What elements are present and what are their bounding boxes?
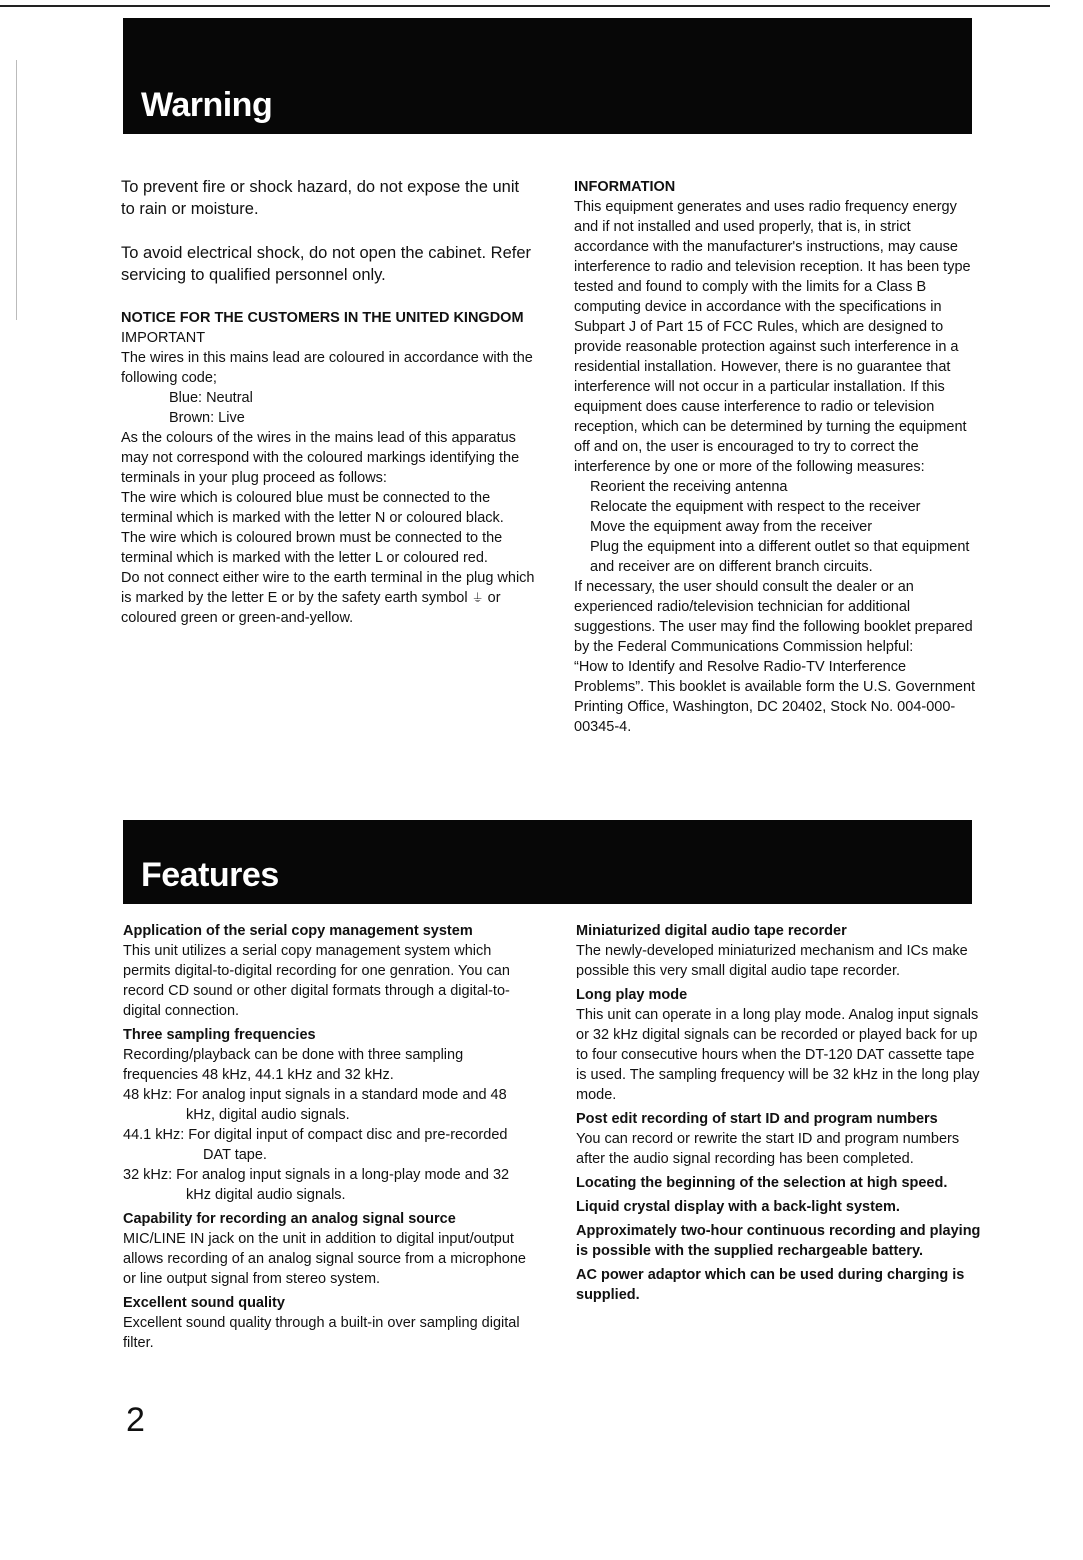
- brown-wire-instruction: The wire which is coloured brown must be connected to the terminal which is marked with the letter L or coloured red.: [121, 530, 503, 566]
- colours-instruction: As the colours of the wires in the mains lead of this apparatus may not correspond with the coloured markings identifying the terminals in your plug proceed as follows:: [121, 430, 520, 486]
- warning-title: Warning: [141, 86, 273, 124]
- shock-notice: To avoid electrical shock, do not open the cabinet. Refer servicing to qualified personnel only.: [121, 244, 531, 284]
- sound-heading: Excellent sound quality: [123, 1295, 285, 1311]
- freq-32-item: 32 kHz: For analog input signals in a long-play mode and 32 kHz digital audio signals.: [123, 1167, 510, 1203]
- analog-body: MIC/LINE IN jack on the unit in addition to digital input/output allows recording of an analog signal source from a microphone or line output signal from stereo system.: [123, 1231, 526, 1287]
- sampling-body: Recording/playback can be done with three sampling frequencies 48 kHz, 44.1 kHz and 32 kHz.: [123, 1047, 464, 1083]
- measure-item: Move the equipment away from the receiver: [590, 519, 873, 535]
- sound-body: Excellent sound quality through a built-in over sampling digital filter.: [123, 1315, 520, 1351]
- booklet-text: “How to Identify and Resolve Radio-TV Interference Problems”. This booklet is available form the U.S. Government Printing Office, Washington, DC 20402, Stock No. 004-000-00345-4.: [574, 659, 976, 735]
- scms-body: This unit utilizes a serial copy management system which permits digital-to-digital recording for one genration. You can record CD sound or other digital formats through a digital-to-digital connection.: [123, 943, 510, 1019]
- mini-body: The newly-developed miniaturized mechanism and ICs make possible this very small digital audio tape recorder.: [576, 943, 968, 979]
- post-edit-body: You can record or rewrite the start ID and program numbers after the audio signal recording has been completed.: [576, 1131, 960, 1167]
- scms-heading: Application of the serial copy management system: [123, 923, 473, 939]
- features-left-column: [123, 921, 533, 1353]
- two-hour-heading: Approximately two-hour continuous recording and playing is possible with the supplied rechargeable battery.: [576, 1223, 981, 1259]
- earth-text-pre: Do not connect either wire to the earth terminal in the plug which is marked by the letter E or by the safety earth symbol: [121, 570, 535, 606]
- long-play-body: This unit can operate in a long play mode. Analog input signals or 32 kHz digital signals can be recorded or played back for up to four consecutive hours when the DT-120 DAT cassette tape is used. The sampling frequency will be 32 kHz in the long play mode.: [576, 1007, 980, 1103]
- freq-441-item: 44.1 kHz: For digital input of compact disc and pre-recorded DAT tape.: [123, 1127, 508, 1163]
- wires-intro: The wires in this mains lead are coloured in accordance with the following code;: [121, 350, 533, 386]
- information-body: This equipment generates and uses radio frequency energy and if not installed and used properly, that is, in strict accordance with the manufacturer's instructions, may cause interference to radio and television reception. It has been type tested and found to comply with the limits for a Class B computing device in accordance with the specifications in Subpart J of Part 15 of FCC Rules, which are designed to provide reasonable protection against such interference in a residential installation. However, there is no guarantee that interference will not occur in a particular installation. If this equipment does cause interference to radio or television reception, which can be determined by turning the equipment off and on, the user is encouraged to try to correct the interference by one or more of the following measures:: [574, 199, 971, 475]
- margin-rule: [16, 60, 17, 320]
- measure-item: Reorient the receiving antenna: [590, 479, 788, 495]
- long-play-heading: Long play mode: [576, 987, 688, 1003]
- brown-live: Brown: Live: [169, 410, 245, 426]
- features-right-column: [576, 921, 981, 1305]
- ac-adaptor-heading: AC power adaptor which can be used during charging is supplied.: [576, 1267, 965, 1303]
- earth-text-post: or coloured green or green-and-yellow.: [121, 590, 501, 626]
- warning-left-column: [121, 176, 536, 628]
- analog-heading: Capability for recording an analog signal source: [123, 1211, 456, 1227]
- features-banner: [123, 820, 972, 904]
- locating-heading: Locating the beginning of the selection at high speed.: [576, 1175, 948, 1191]
- page-number: 2: [126, 1401, 145, 1439]
- uk-notice-heading: NOTICE FOR THE CUSTOMERS IN THE UNITED KINGDOM: [121, 310, 524, 326]
- lcd-heading: Liquid crystal display with a back-light system.: [576, 1199, 900, 1215]
- blue-neutral: Blue: Neutral: [169, 390, 253, 406]
- earth-ground-icon: ⏚: [471, 591, 484, 605]
- blue-wire-instruction: The wire which is coloured blue must be connected to the terminal which is marked with the letter N or coloured black.: [121, 490, 504, 526]
- warning-banner: [123, 18, 972, 134]
- features-title: Features: [141, 856, 279, 894]
- measure-item: Relocate the equipment with respect to the receiver: [590, 499, 921, 515]
- sampling-heading: Three sampling frequencies: [123, 1027, 316, 1043]
- measure-item: Plug the equipment into a different outlet so that equipment and receiver are on different branch circuits.: [590, 539, 970, 575]
- mini-heading: Miniaturized digital audio tape recorder: [576, 923, 847, 939]
- top-rule: [0, 5, 1050, 7]
- freq-48-item: 48 kHz: For analog input signals in a standard mode and 48 kHz, digital audio signals.: [123, 1087, 507, 1123]
- warning-right-column: [574, 177, 979, 737]
- information-heading: INFORMATION: [574, 179, 676, 195]
- consult-dealer-text: If necessary, the user should consult the dealer or an experienced radio/television technician for additional suggestions. The user may find the following booklet prepared by the Federal Communications Commission helpful:: [574, 579, 973, 655]
- important-label: IMPORTANT: [121, 330, 206, 346]
- post-edit-heading: Post edit recording of start ID and program numbers: [576, 1111, 938, 1127]
- fire-hazard-notice: To prevent fire or shock hazard, do not expose the unit to rain or moisture.: [121, 178, 520, 218]
- earth-instruction: [121, 568, 536, 628]
